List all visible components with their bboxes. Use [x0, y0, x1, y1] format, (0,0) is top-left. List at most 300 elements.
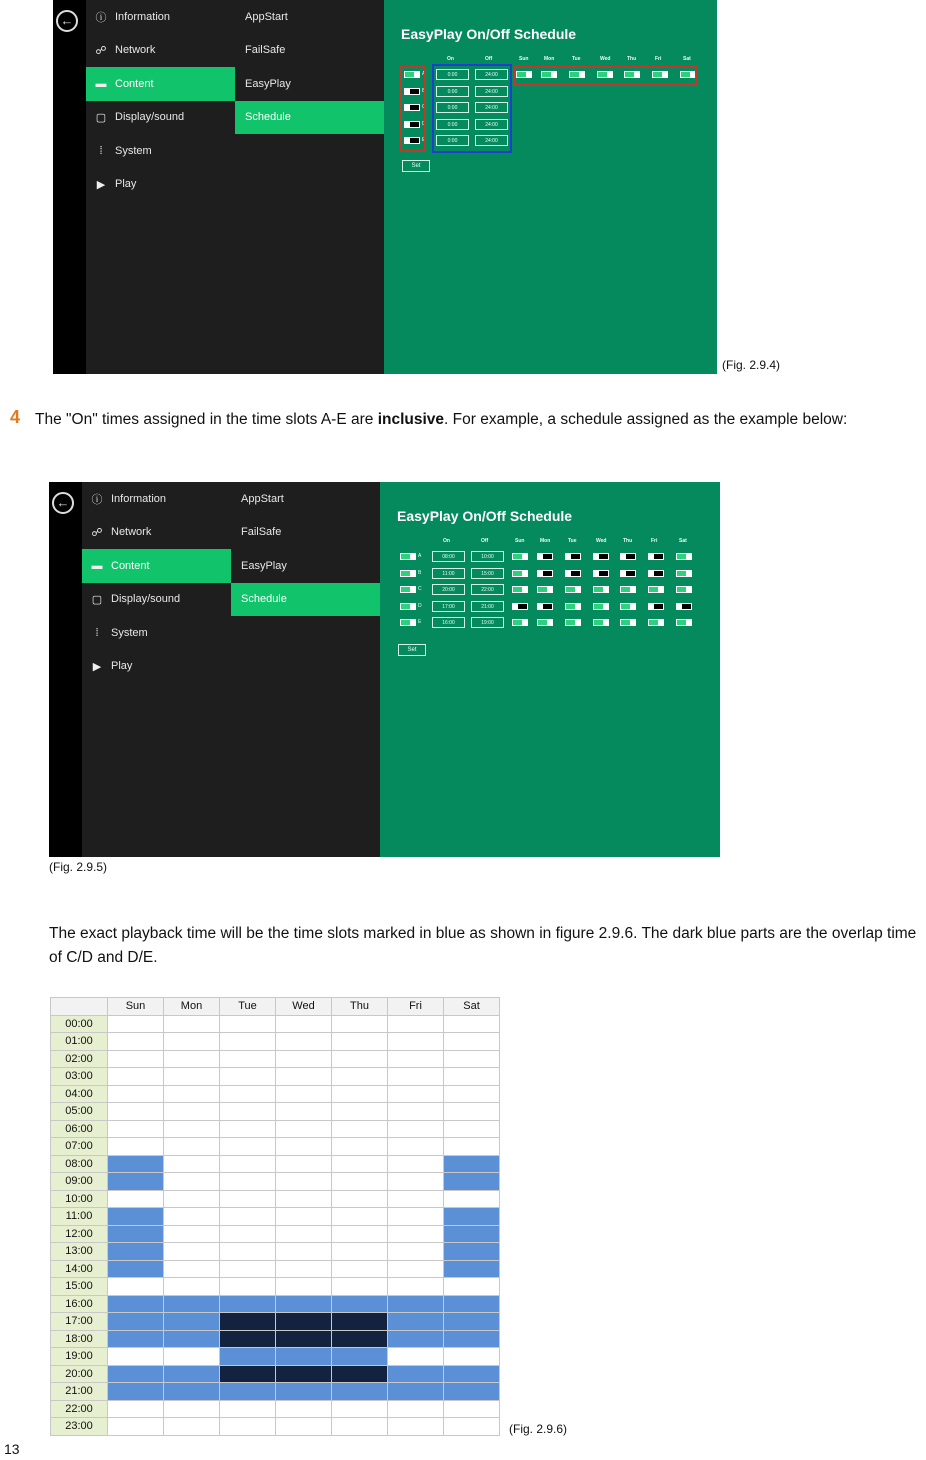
grid-day-header: Sat: [444, 998, 500, 1016]
grid-cell: [332, 1103, 388, 1121]
submenu-item-appstart[interactable]: AppStart: [245, 10, 288, 23]
grid-cell: [388, 1278, 444, 1296]
step-number: 4: [10, 407, 21, 427]
grid-row: [51, 1120, 500, 1138]
day-toggle-wed[interactable]: [593, 619, 609, 626]
schedule-title: EasyPlay On/Off Schedule: [401, 26, 577, 42]
on-time-field[interactable]: 16:00: [432, 617, 465, 628]
grid-cell: [332, 1050, 388, 1068]
grid-cell: [444, 1190, 500, 1208]
day-toggle-mon[interactable]: [537, 553, 553, 560]
grid-cell: [444, 1278, 500, 1296]
menu-item-label: Network: [115, 44, 156, 57]
grid-time-label: 22:00: [51, 1400, 108, 1418]
grid-row: [51, 1085, 500, 1103]
back-icon[interactable]: ←: [52, 492, 74, 514]
slot-label: A: [418, 553, 422, 559]
slot-toggle[interactable]: [400, 570, 416, 577]
day-toggle-thu[interactable]: [620, 553, 636, 560]
grid-time-label: 13:00: [51, 1243, 108, 1261]
day-toggle-wed[interactable]: [593, 603, 609, 610]
grid-time-label: 08:00: [51, 1155, 108, 1173]
menu-item-display-sound[interactable]: [82, 583, 231, 617]
grid-cell: [276, 1208, 332, 1226]
grid-row: [51, 1313, 500, 1331]
highlight-toggles: [400, 66, 426, 152]
grid-cell: [108, 1365, 164, 1383]
day-toggle-sat[interactable]: [676, 570, 692, 577]
off-time-field[interactable]: 24:00: [475, 69, 508, 80]
grid-cell: [444, 1068, 500, 1086]
day-toggle-sat[interactable]: [676, 553, 692, 560]
grid-cell: [220, 1295, 276, 1313]
grid-cell: [108, 1418, 164, 1436]
grid-cell: [108, 1173, 164, 1191]
grid-cell: [388, 1243, 444, 1261]
grid-cell: [164, 1015, 220, 1033]
on-time-field[interactable]: 08:00: [432, 551, 465, 562]
menu-item-information[interactable]: [86, 0, 235, 34]
day-toggle-tue[interactable]: [565, 603, 581, 610]
day-header-tue: Tue: [568, 538, 577, 544]
grid-row: [51, 1138, 500, 1156]
grid-cell: [164, 1103, 220, 1121]
grid-cell: [164, 1383, 220, 1401]
grid-cell: [108, 1330, 164, 1348]
grid-cell: [444, 1033, 500, 1051]
menu-item-system[interactable]: [86, 134, 235, 168]
grid-cell: [164, 1085, 220, 1103]
grid-cell: [388, 1068, 444, 1086]
grid-cell: [164, 1050, 220, 1068]
grid-time-label: 23:00: [51, 1418, 108, 1436]
settings-menu: [86, 0, 235, 201]
grid-cell: [332, 1330, 388, 1348]
day-toggle-sat[interactable]: [676, 603, 692, 610]
grid-time-label: 21:00: [51, 1383, 108, 1401]
slot-toggle[interactable]: [400, 586, 416, 593]
grid-row: [51, 1330, 500, 1348]
grid-cell: [444, 1120, 500, 1138]
grid-cell: [444, 1383, 500, 1401]
grid-cell: [220, 1208, 276, 1226]
day-toggle-thu[interactable]: [620, 603, 636, 610]
grid-cell: [332, 1173, 388, 1191]
grid-cell: [164, 1225, 220, 1243]
grid-cell: [388, 1260, 444, 1278]
grid-cell: [388, 1383, 444, 1401]
day-toggle-fri[interactable]: [648, 586, 664, 593]
grid-cell: [332, 1243, 388, 1261]
grid-cell: [388, 1365, 444, 1383]
grid-cell: [108, 1400, 164, 1418]
grid-cell: [164, 1155, 220, 1173]
day-toggle-fri[interactable]: [648, 570, 664, 577]
day-toggle-sat[interactable]: [676, 619, 692, 626]
menu-item-display-sound[interactable]: [86, 101, 235, 135]
day-toggle-sun[interactable]: [512, 603, 528, 610]
grid-time-label: 14:00: [51, 1260, 108, 1278]
grid-cell: [388, 1330, 444, 1348]
day-toggle-sun[interactable]: [512, 619, 528, 626]
grid-cell: [220, 1330, 276, 1348]
grid-time-label: 15:00: [51, 1278, 108, 1296]
day-toggle-thu[interactable]: [620, 570, 636, 577]
grid-row: [51, 1365, 500, 1383]
day-toggle-sun[interactable]: [512, 553, 528, 560]
grid-cell: [388, 1190, 444, 1208]
grid-cell: [164, 1400, 220, 1418]
grid-cell: [276, 1033, 332, 1051]
grid-cell: [164, 1278, 220, 1296]
back-icon[interactable]: ←: [56, 10, 78, 32]
slot-label: B: [422, 87, 426, 94]
menu-item-label: Play: [115, 178, 137, 191]
grid-cell: [108, 1068, 164, 1086]
display-icon: ▢: [91, 593, 103, 606]
grid-cell: [276, 1348, 332, 1366]
grid-cell: [164, 1033, 220, 1051]
on-time-field[interactable]: 20:00: [432, 584, 465, 595]
grid-cell: [332, 1033, 388, 1051]
grid-cell: [164, 1348, 220, 1366]
day-toggle-sat[interactable]: [676, 586, 692, 593]
menu-item-label: Information: [115, 10, 171, 23]
network-icon: ☍: [95, 44, 107, 57]
day-header-wed: Wed: [596, 538, 607, 544]
day-toggle-wed[interactable]: [593, 553, 609, 560]
grid-cell: [388, 1120, 444, 1138]
day-header-mon: Mon: [540, 538, 551, 544]
submenu-item-easyplay[interactable]: EasyPlay: [245, 77, 291, 90]
caption-fig-2-9-6: (Fig. 2.9.6): [509, 1422, 568, 1436]
grid-cell: [276, 1015, 332, 1033]
grid-cell: [276, 1418, 332, 1436]
day-toggle-tue[interactable]: [565, 553, 581, 560]
menu-item-label: System: [115, 144, 152, 157]
grid-cell: [220, 1138, 276, 1156]
grid-cell: [332, 1085, 388, 1103]
grid-cell: [388, 1138, 444, 1156]
play-icon: ▶: [96, 178, 106, 191]
grid-cell: [388, 1033, 444, 1051]
grid-cell: [108, 1138, 164, 1156]
off-time-field[interactable]: 22:00: [471, 584, 504, 595]
grid-row: [51, 1383, 500, 1401]
on-time-field[interactable]: 11:00: [432, 568, 465, 579]
menu-item-label: Information: [111, 492, 167, 505]
grid-cell: [276, 1278, 332, 1296]
grid-time-label: 19:00: [51, 1348, 108, 1366]
page-number: 13: [4, 1441, 20, 1457]
grid-cell: [444, 1155, 500, 1173]
grid-row: [51, 1155, 500, 1173]
grid-cell: [444, 1173, 500, 1191]
day-toggle-sun[interactable]: [512, 586, 528, 593]
day-toggle-thu[interactable]: [620, 619, 636, 626]
day-header-mon: Mon: [544, 56, 555, 62]
on-time-field[interactable]: 0:00: [436, 86, 469, 97]
grid-cell: [388, 1348, 444, 1366]
grid-cell: [388, 1155, 444, 1173]
slot-label: B: [418, 569, 422, 576]
grid-row: [51, 1418, 500, 1436]
off-time-field[interactable]: 24:00: [475, 119, 508, 130]
grid-cell: [444, 1015, 500, 1033]
menu-item-label: Network: [111, 526, 152, 539]
off-time-field[interactable]: 21:00: [471, 601, 504, 612]
info-icon: ⓘ: [91, 493, 103, 506]
grid-cell: [332, 1295, 388, 1313]
off-time-field[interactable]: 24:00: [475, 86, 508, 97]
grid-row: [51, 1208, 500, 1226]
grid-time-label: 10:00: [51, 1190, 108, 1208]
on-time-field[interactable]: 0:00: [436, 119, 469, 130]
grid-row: [51, 1243, 500, 1261]
day-header-sun: Sun: [515, 538, 525, 544]
grid-cell: [276, 1173, 332, 1191]
grid-day-header: Thu: [332, 998, 388, 1016]
off-column-header: Off: [485, 56, 493, 62]
submenu-item-failsafe[interactable]: FailSafe: [245, 44, 286, 57]
day-toggle-mon[interactable]: [537, 603, 553, 610]
slot-label: C: [422, 104, 426, 110]
grid-cell: [164, 1365, 220, 1383]
grid-cell: [108, 1208, 164, 1226]
set-button[interactable]: Set: [398, 644, 426, 656]
grid-cell: [164, 1173, 220, 1191]
grid-cell: [276, 1155, 332, 1173]
schedule-title: EasyPlay On/Off Schedule: [397, 508, 573, 524]
grid-time-label: 05:00: [51, 1103, 108, 1121]
grid-cell: [332, 1365, 388, 1383]
grid-row: [51, 1225, 500, 1243]
grid-cell: [276, 1243, 332, 1261]
grid-cell: [388, 1050, 444, 1068]
grid-cell: [388, 1173, 444, 1191]
grid-time-label: 11:00: [51, 1208, 108, 1226]
submenu-item-schedule[interactable]: Schedule: [231, 583, 380, 617]
submenu-item-appstart[interactable]: AppStart: [241, 492, 284, 505]
submenu-item-schedule[interactable]: Schedule: [235, 101, 384, 135]
grid-cell: [276, 1103, 332, 1121]
grid-cell: [388, 1313, 444, 1331]
grid-cell: [220, 1190, 276, 1208]
grid-time-label: 18:00: [51, 1330, 108, 1348]
menu-item-label: Content: [111, 559, 150, 572]
grid-cell: [164, 1330, 220, 1348]
slot-label: D: [418, 602, 422, 609]
day-header-sat: Sat: [683, 56, 691, 62]
grid-cell: [108, 1015, 164, 1033]
screenshot-fig-2-9-5: [49, 482, 720, 857]
grid-day-header: Tue: [220, 998, 276, 1016]
grid-cell: [164, 1418, 220, 1436]
grid-cell: [164, 1068, 220, 1086]
grid-cell: [276, 1400, 332, 1418]
day-header-thu: Thu: [623, 538, 633, 544]
grid-cell: [276, 1330, 332, 1348]
day-toggle-wed[interactable]: [593, 586, 609, 593]
grid-cell: [444, 1225, 500, 1243]
slot-toggle[interactable]: [400, 603, 416, 610]
grid-cell: [164, 1138, 220, 1156]
grid-cell: [108, 1313, 164, 1331]
grid-row: [51, 1103, 500, 1121]
day-toggle-tue[interactable]: [565, 586, 581, 593]
on-time-field[interactable]: 0:00: [436, 135, 469, 146]
on-time-field[interactable]: 0:00: [436, 69, 469, 80]
grid-cell: [108, 1155, 164, 1173]
submenu-item-failsafe[interactable]: FailSafe: [241, 526, 282, 539]
grid-cell: [220, 1120, 276, 1138]
grid-cell: [444, 1348, 500, 1366]
grid-cell: [276, 1383, 332, 1401]
off-time-field[interactable]: 10:00: [471, 551, 504, 562]
grid-cell: [276, 1313, 332, 1331]
day-toggle-mon[interactable]: [537, 570, 553, 577]
grid-cell: [220, 1050, 276, 1068]
grid-day-header: Mon: [164, 998, 220, 1016]
grid-time-label: 16:00: [51, 1295, 108, 1313]
grid-time-label: 17:00: [51, 1313, 108, 1331]
grid-cell: [164, 1243, 220, 1261]
content-icon: ▬: [91, 559, 103, 572]
day-toggle-wed[interactable]: [593, 570, 609, 577]
menu-item-content[interactable]: [82, 549, 231, 583]
grid-row: [51, 1173, 500, 1191]
playback-time-grid: [50, 997, 500, 1436]
grid-cell: [220, 1348, 276, 1366]
menu-item-content[interactable]: [86, 67, 235, 101]
grid-row: [51, 1190, 500, 1208]
menu-item-label: Display/sound: [115, 111, 185, 124]
menu-item-play[interactable]: [86, 168, 235, 202]
menu-item-play[interactable]: [82, 650, 231, 684]
menu-item-information[interactable]: [82, 482, 231, 516]
grid-cell: [276, 1068, 332, 1086]
menu-item-label: Play: [111, 660, 133, 673]
grid-cell: [108, 1190, 164, 1208]
grid-cell: [164, 1313, 220, 1331]
grid-cell: [220, 1015, 276, 1033]
highlight-times: [432, 64, 512, 153]
screenshot-fig-2-9-4: [53, 0, 717, 374]
day-toggle-tue[interactable]: [565, 570, 581, 577]
day-header-wed: Wed: [600, 56, 611, 62]
grid-time-label: 03:00: [51, 1068, 108, 1086]
submenu-item-easyplay[interactable]: EasyPlay: [241, 559, 287, 572]
grid-cell: [444, 1208, 500, 1226]
menu-item-label: Content: [115, 77, 154, 90]
grid-cell: [332, 1383, 388, 1401]
day-toggle-fri[interactable]: [648, 619, 664, 626]
grid-cell: [444, 1295, 500, 1313]
on-time-field[interactable]: 17:00: [432, 601, 465, 612]
grid-cell: [444, 1418, 500, 1436]
grid-cell: [444, 1085, 500, 1103]
grid-cell: [332, 1418, 388, 1436]
left-strip: [49, 482, 82, 857]
day-header-thu: Thu: [627, 56, 637, 62]
grid-cell: [332, 1348, 388, 1366]
day-header-fri: Fri: [651, 538, 658, 544]
grid-cell: [220, 1365, 276, 1383]
menu-item-network[interactable]: [86, 34, 235, 68]
grid-row: [51, 1278, 500, 1296]
menu-item-label: Display/sound: [111, 593, 181, 606]
menu-item-system[interactable]: [82, 616, 231, 650]
grid-cell: [220, 1155, 276, 1173]
grid-row: [51, 1033, 500, 1051]
grid-row: [51, 1068, 500, 1086]
grid-cell: [332, 1138, 388, 1156]
grid-cell: [108, 1243, 164, 1261]
slot-toggle[interactable]: [400, 619, 416, 626]
grid-cell: [388, 1085, 444, 1103]
grid-cell: [444, 1243, 500, 1261]
off-time-field[interactable]: 24:00: [475, 135, 508, 146]
grid-cell: [444, 1050, 500, 1068]
grid-cell: [444, 1365, 500, 1383]
grid-time-label: 06:00: [51, 1120, 108, 1138]
grid-cell: [444, 1313, 500, 1331]
day-toggle-thu[interactable]: [620, 586, 636, 593]
grid-day-header: Fri: [388, 998, 444, 1016]
day-toggle-sun[interactable]: [512, 570, 528, 577]
day-toggle-fri[interactable]: [648, 553, 664, 560]
set-button[interactable]: Set: [402, 160, 430, 172]
caption-fig-2-9-4: (Fig. 2.9.4): [722, 358, 781, 372]
grid-time-label: 07:00: [51, 1138, 108, 1156]
grid-cell: [388, 1015, 444, 1033]
slot-label: D: [422, 120, 426, 127]
day-header-sat: Sat: [679, 538, 687, 544]
grid-time-label: 00:00: [51, 1015, 108, 1033]
grid-row: [51, 1015, 500, 1033]
day-toggle-mon[interactable]: [537, 619, 553, 626]
grid-cell: [220, 1173, 276, 1191]
grid-cell: [220, 1243, 276, 1261]
on-column-header: On: [443, 538, 450, 544]
grid-cell: [276, 1365, 332, 1383]
off-time-field[interactable]: 19:00: [471, 617, 504, 628]
on-time-field[interactable]: 0:00: [436, 102, 469, 113]
grid-cell: [220, 1418, 276, 1436]
day-toggle-fri[interactable]: [648, 603, 664, 610]
system-icon: ⁞: [99, 144, 103, 157]
grid-cell: [276, 1085, 332, 1103]
grid-cell: [388, 1103, 444, 1121]
slot-toggle[interactable]: [400, 553, 416, 560]
off-time-field[interactable]: 15:00: [471, 568, 504, 579]
on-column-header: On: [447, 56, 454, 62]
day-toggle-mon[interactable]: [537, 586, 553, 593]
off-time-field[interactable]: 24:00: [475, 102, 508, 113]
settings-menu: [82, 482, 231, 683]
day-toggle-tue[interactable]: [565, 619, 581, 626]
grid-cell: [332, 1400, 388, 1418]
grid-cell: [108, 1085, 164, 1103]
grid-cell: [220, 1278, 276, 1296]
grid-cell: [108, 1225, 164, 1243]
grid-day-header: Wed: [276, 998, 332, 1016]
menu-item-network[interactable]: [82, 516, 231, 550]
grid-row: [51, 1348, 500, 1366]
grid-cell: [164, 1190, 220, 1208]
grid-cell: [332, 1278, 388, 1296]
slot-label: E: [418, 619, 422, 625]
